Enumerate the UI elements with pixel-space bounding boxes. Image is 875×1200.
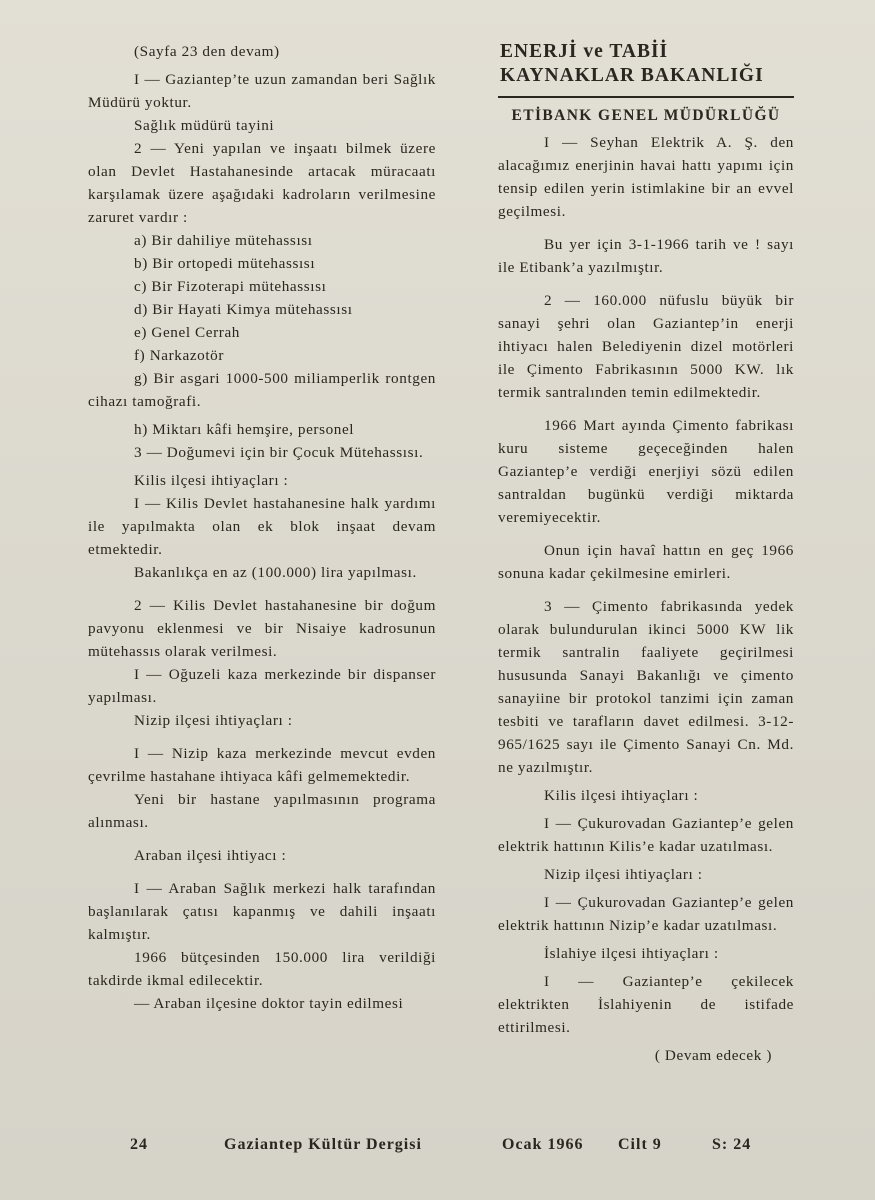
footer-journal-title: Gaziantep Kültür Dergisi [224, 1136, 422, 1153]
paragraph: I — Kilis Devlet hastahanesine halk yardımı ile yapılmakta olan ek blok inşaat devam etmektedir. [88, 495, 436, 558]
section-heading: İslahiye ilçesi ihtiyaçları : [544, 945, 719, 962]
heading-divider [498, 96, 794, 98]
list-item: e) Genel Cerrah [134, 324, 240, 341]
paragraph: I — Nizip kaza merkezinde mevcut evden çevrilme hastahane ihtiyaca kâfi gelmemektedir. [88, 745, 436, 785]
paragraph: 1966 Mart ayında Çimento fabrikası kuru sisteme geçeceğinden halen Gaziantep’e verdiği enerjiyi sözü edilen santraldan bugünkü verdiği miktarda veremiyecektir. [498, 417, 794, 526]
paragraph: 2 — Kilis Devlet hastahanesine bir doğum pavyonu eklenmesi ve bir Nisaiye kadrosunun mütehassıs olarak verilmesi. [88, 597, 436, 660]
section-heading: Nizip ilçesi ihtiyaçları : [134, 712, 293, 729]
list-item: g) Bir asgari 1000-500 miliamperlik rontgen cihazı tamoğrafi. [88, 370, 436, 410]
paragraph: I — Çukurovadan Gaziantep’e gelen elektrik hattının Kilis’e kadar uzatılması. [498, 815, 794, 855]
paragraph: I — Gaziantep’e çekilecek elektrikten İslahiyenin de istifade ettirilmesi. [498, 973, 794, 1036]
paragraph: I — Oğuzeli kaza merkezinde bir dispanser yapılması. [88, 666, 436, 706]
paragraph: 2 — Yeni yapılan ve inşaatı bilmek üzere olan Devlet Hastahanesinde artacak müracaatı karşılamak üzere aşağıdaki kadroların verilmesine zaruret vardır : [88, 140, 436, 226]
ministry-heading: ENERJİ ve TABİİ KAYNAKLAR BAKANLIĞI [500, 41, 764, 86]
section-heading: Nizip ilçesi ihtiyaçları : [544, 866, 703, 883]
footer-issue-date: Ocak 1966 [502, 1136, 584, 1153]
paragraph: 1966 bütçesinden 150.000 lira verildiği takdirde ikmal edilecektir. [88, 949, 436, 989]
paragraph: I — Çukurovadan Gaziantep’e gelen elektrik hattının Nizip’e kadar uzatılması. [498, 894, 794, 934]
paragraph: 2 — 160.000 nüfuslu büyük bir sanayi şehri olan Gaziantep’in enerji ihtiyacı halen Belediyenin dizel motörleri ile Çimento Fabrikasının 5000 KW. lık termik santralınden temin edilmektedir. [498, 292, 794, 401]
paragraph: Yeni bir hastane yapılmasının programa alınması. [88, 791, 436, 831]
section-heading: Kilis ilçesi ihtiyaçları : [134, 472, 289, 489]
left-column [88, 40, 436, 1015]
paragraph: Bu yer için 3-1-1966 tarih ve ! sayı ile Etibank’a yazılmıştır. [498, 236, 794, 276]
footer-page-label: S: 24 [712, 1136, 752, 1153]
list-item: b) Bir ortopedi mütehassısı [134, 255, 316, 272]
paragraph: I — Gaziantep’te uzun zamandan beri Sağlık Müdürü yoktur. [88, 71, 436, 111]
footer-volume: Cilt 9 [618, 1136, 662, 1153]
paragraph: I — Seyhan Elektrik A. Ş. den alacağımız enerjinin havai hattı yapımı için tensip edilen yerin istimlakine bir an evvel geçilmesi. [498, 134, 794, 220]
footer-page-number: 24 [130, 1136, 148, 1153]
paragraph: Sağlık müdürü tayini [134, 117, 275, 134]
continued-from-note: (Sayfa 23 den devam) [134, 43, 280, 60]
list-item: a) Bir dahiliye mütehassısı [134, 232, 313, 249]
paragraph: 3 — Çimento fabrikasında yedek olarak bulundurulan ikinci 5000 KW lik termik santralin faaliyete geçirilmesi hususunda Sanayi Bakanlığı ve çimento sanayiine bir protokol tanzimi için zaman tesbiti ve tarafların davet edilmesi. 3-12-965/1625 sayı ile Çimento Sanayi Cn. Md. ne yazılmıştır. [498, 598, 794, 776]
right-column [498, 40, 794, 1067]
paragraph: 3 — Doğumevi için bir Çocuk Mütehassısı. [134, 444, 424, 461]
list-item: h) Miktarı kâfi hemşire, personel [134, 421, 355, 438]
list-item: f) Narkazotör [134, 347, 225, 364]
list-item: d) Bir Hayati Kimya mütehassısı [134, 301, 353, 318]
paragraph: Bakanlıkça en az (100.000) lira yapılması. [134, 564, 417, 581]
continued-note: ( Devam edecek ) [654, 1047, 772, 1064]
paragraph: I — Araban Sağlık merkezi halk tarafından başlanılarak çatısı kapanmış ve dahili inşaatı kalmıştır. [88, 880, 436, 943]
section-heading: Kilis ilçesi ihtiyaçları : [544, 787, 699, 804]
paragraph: Onun için havaî hattın en geç 1966 sonuna kadar çekilmesine emirleri. [498, 542, 794, 582]
list-item: c) Bir Fizoterapi mütehassısı [134, 278, 327, 295]
section-heading: Araban ilçesi ihtiyacı : [134, 847, 287, 864]
paragraph: — Araban ilçesine doktor tayin edilmesi [134, 995, 404, 1012]
directorate-subheading: ETİBANK GENEL MÜDÜRLÜĞÜ [511, 107, 781, 124]
